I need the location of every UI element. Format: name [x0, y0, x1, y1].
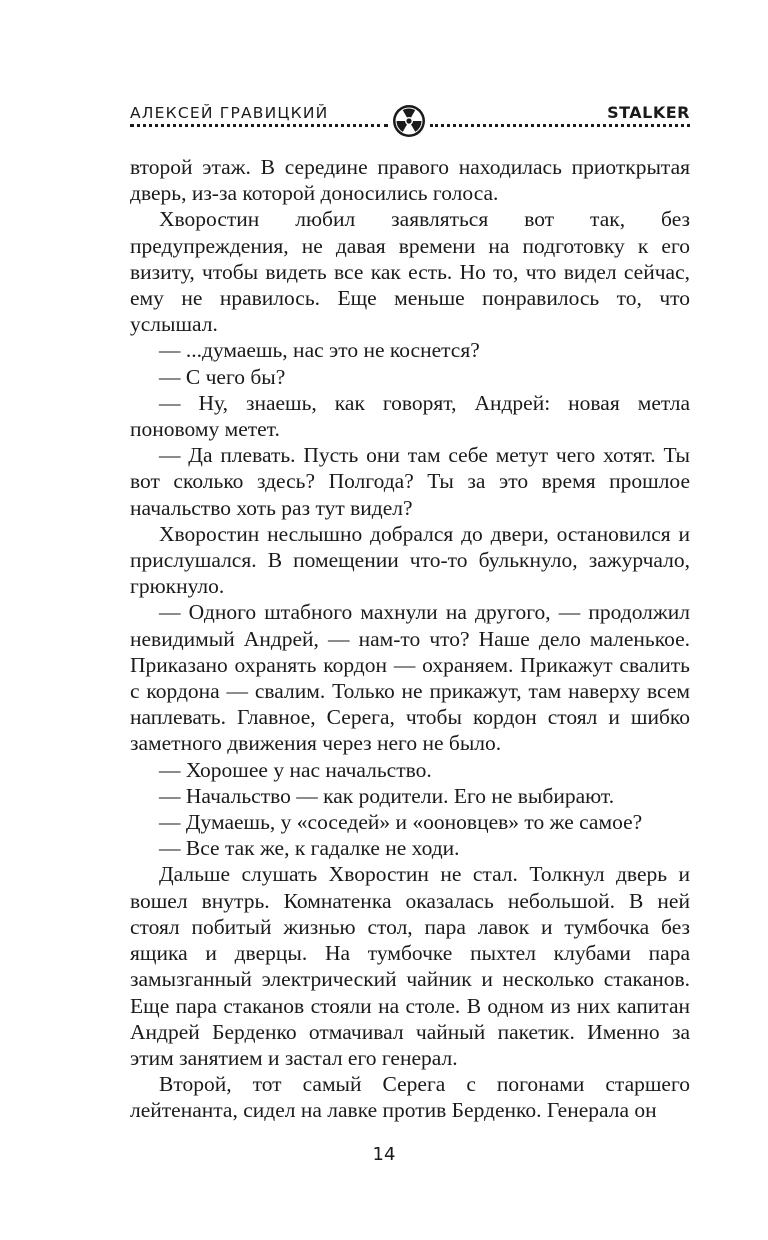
header-series: STALKER [607, 103, 690, 122]
dialogue-line: — Да плевать. Пусть они там себе метут чего хотят. Ты вот сколько здесь? Полгода? Ты за это время прошлое начальство хоть раз тут видел? [130, 443, 690, 520]
paragraph: второй этаж. В середине правого находилась приоткрытая дверь, из-за которой доносились голоса. [130, 155, 690, 206]
header-author: АЛЕКСЕЙ ГРАВИЦКИЙ [130, 104, 329, 122]
dialogue-line: — Думаешь, у «соседей» и «ооновцев» то же самое? [159, 810, 643, 835]
page-number: 14 [372, 1144, 396, 1165]
paragraph: Хворостин любил заявляться вот так, без предупреждения, не давая времени на подготовку к его визиту, чтобы видеть все как есть. Но то, что видел сейчас, ему не нравилось. Еще меньше понравилось то, что услышал. [130, 207, 690, 337]
dialogue-line: — С чего бы? [159, 364, 286, 389]
dialogue-line: — Хорошее у нас начальство. [159, 757, 432, 782]
dialogue-line: — Одного штабного махнули на другого, — продолжил невидимый Андрей, — нам-то что? Наше дело маленькое. Приказано охранять кордон — охраняем. Прикажут свалить с кордона — свалим. Только не прикажут, там наверху всем наплевать. Главное, Серега, чтобы кордон стоял и шибко заметного движения через него не было. [130, 600, 690, 756]
paragraph: Хворостин неслышно добрался до двери, остановился и прислушался. В помещении что-то булькнуло, зажурчало, грюкнуло. [130, 521, 690, 599]
dialogue-line: — Ну, знаешь, как говорят, Андрей: новая метла поновому метет. [130, 390, 690, 442]
running-header [130, 96, 690, 136]
dialogue-line: — Начальство — как родители. Его не выбирают. [159, 783, 615, 808]
radiation-trefoil-icon [392, 104, 426, 138]
paragraph: Дальше слушать Хворостин не стал. Толкнул дверь и вошел внутрь. Комнатенка оказалась небольшой. В ней стоял побитый жизнью стол, пара лавок и тумбочка без ящика и дверцы. На тумбочке пыхтел клубами пара замызганный электрический чайник и несколько стаканов. Еще пара стаканов стояли на столе. В одном из них капитан Андрей Берденко отмачивал чайный пакетик. Именно за этим занятием и застал его генерал. [130, 862, 690, 1070]
body-text [130, 154, 690, 1124]
header-dotted-rule-left [130, 124, 388, 127]
dialogue-line: — ...думаешь, нас это не коснется? [159, 338, 480, 363]
header-dotted-rule-right [430, 124, 690, 127]
dialogue-line: — Все так же, к гадалке не ходи. [159, 836, 460, 861]
paragraph: Второй, тот самый Серега с погонами старшего лейтенанта, сидел на лавке против Берденко. Генерала он [130, 1072, 690, 1123]
